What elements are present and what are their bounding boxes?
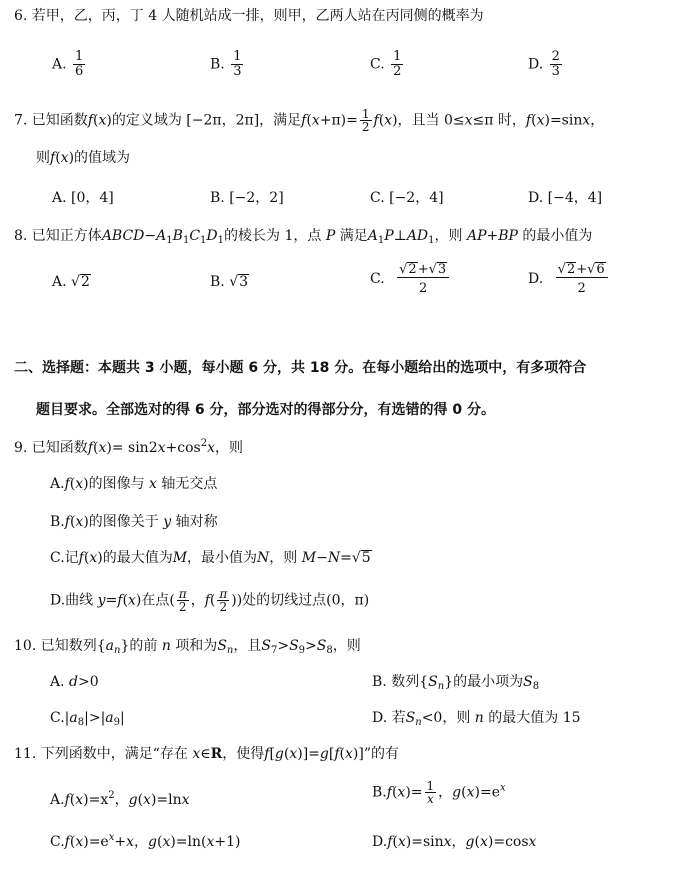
q11-option-b[interactable]: B.f(x)= $\frac{1}{x}$ ，$g(x)=e^x$ — [372, 779, 506, 806]
option-label: A. — [52, 56, 67, 73]
q6-option-a[interactable] — [52, 50, 87, 79]
q8-option-a[interactable]: A. √2 — [52, 274, 90, 290]
q7-option-b[interactable]: B. [−2，2] — [210, 190, 284, 206]
q11-option-a[interactable]: $A.f(x)=x^2$，g(x)=lnx — [50, 790, 190, 808]
q11-stem: 11. 下列函数中，满足“存在 x∈R，使得f[g(x)]=g[f(x)]”的有 — [14, 746, 400, 762]
q6-option-d[interactable] — [528, 50, 564, 79]
fraction: $\frac{2}{3}$ — [551, 49, 560, 79]
q10-option-d[interactable]: D. 若$S_n<0$，则 n 的最大值为 15 — [372, 710, 581, 728]
q7-stem: 7. 已知函数f(x)的定义域为 [−2π，2π]，满足f(x+π)= $\frac{1}{2}$ f(x)，且当 0≤x≤π 时，f(x)=sinx， — [14, 107, 605, 134]
q7-option-a[interactable]: A. [0，4] — [52, 190, 114, 206]
q6-stem: 6. 若甲，乙，丙，丁 4 人随机站成一排，则甲，乙两人站在丙同侧的概率为 — [14, 8, 484, 24]
section2-heading: 二、选择题：本题共 3 小题，每小题 6 分，共 18 分。在每小题给出的选项中，有多项符合 — [14, 360, 587, 376]
q9-option-d[interactable]: D.曲线 y=f(x)在点( $\frac{\pi}{2}$ ，f( $\frac{\pi}{2}$ ))处的切线过点(0，π) — [50, 587, 370, 614]
option-label: B. — [210, 56, 225, 73]
fraction: $\frac{1}{2}$ — [393, 49, 402, 79]
fraction: $\frac{√2+√6}{2}$ — [556, 262, 608, 296]
option-label: C. — [370, 56, 385, 73]
q8-option-b[interactable]: B. √3 — [210, 274, 249, 290]
q9-option-a[interactable]: A.f(x)的图像与 x 轴无交点 — [50, 476, 218, 492]
q6-option-b[interactable] — [210, 50, 245, 79]
fraction: $\frac{1}{3}$ — [233, 49, 242, 79]
q7-stem-line2: 则f(x)的值域为 — [36, 150, 131, 166]
q8-stem: 8. 已知正方体$ABCD-A_1B_1C_1D_1$的棱长为 1，点 P 满足$A_1P\perp AD_1$，则 AP+BP 的最小值为 — [14, 228, 593, 246]
q11-option-d[interactable]: D.f(x)=sinx，g(x)=cosx — [372, 834, 537, 850]
option-label: D. — [528, 56, 544, 73]
q9-option-b[interactable]: B.f(x)的图像关于 y 轴对称 — [50, 514, 218, 530]
q7-option-c[interactable]: C. [−2，4] — [370, 190, 444, 206]
q9-stem: 9. 已知函数$f(x)= \sin 2x+\cos^2x$，则 — [14, 438, 243, 456]
q10-stem: 10. 已知数列$\{a_n\}$的前 n 项和为$S_n$，且$S_7>S_9>S_8$，则 — [14, 638, 361, 656]
fraction: $\frac{√2+√3}{2}$ — [397, 262, 449, 296]
q11-option-c[interactable]: $C.f(x)=e^x+x$，g(x)=ln(x+1) — [50, 832, 241, 850]
section2-heading-line2: 题目要求。全部选对的得 6 分，部分选对的得部分分，有选错的得 0 分。 — [36, 402, 495, 418]
q6-option-c[interactable] — [370, 50, 405, 79]
q8-option-c[interactable]: C. $\frac{√2+√3}{2}$ — [370, 262, 451, 296]
q10-option-c[interactable]: $C.|a_8|>|a_9|$ — [50, 710, 125, 728]
fraction: $\frac{1}{6}$ — [75, 49, 84, 79]
q7-option-d[interactable]: D. [−4，4] — [528, 190, 603, 206]
q9-option-c[interactable]: C.记f(x)的最大值为M，最小值为N，则 M−N=√5 — [50, 550, 371, 566]
q10-option-a[interactable]: A. d>0 — [50, 674, 99, 690]
q10-option-b[interactable]: B. 数列$\{S_n\}$的最小项为$S_8$ — [372, 674, 540, 692]
q8-option-d[interactable]: D. $\frac{√2+√6}{2}$ — [528, 262, 610, 296]
